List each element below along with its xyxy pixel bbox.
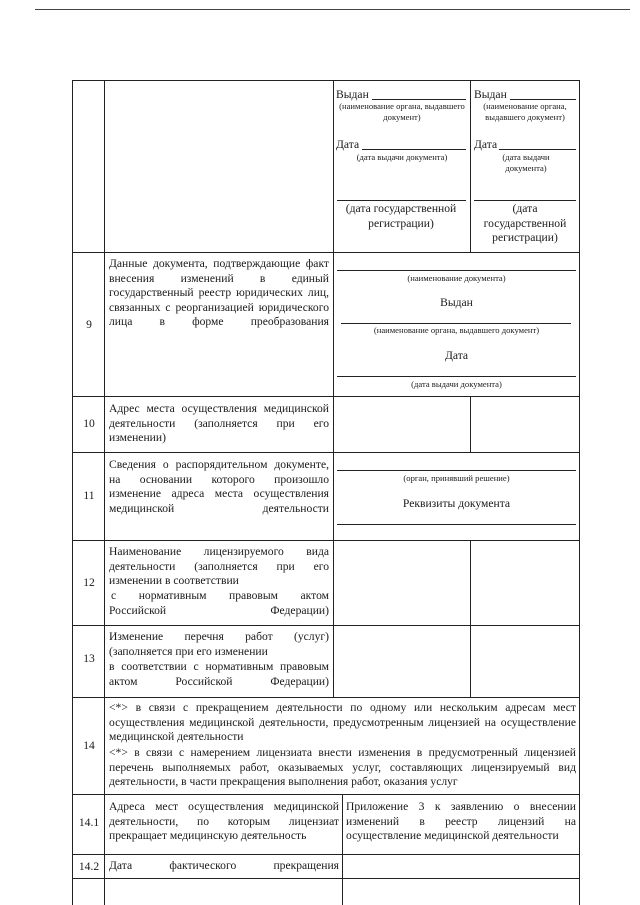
row-number: 14	[83, 739, 95, 752]
row-label: Адреса мест осуществления медицинской деятельности, по которым лицензиат прекращает медицинскую деятельность	[109, 800, 339, 843]
table-num-column-border	[104, 80, 105, 905]
doc-name-caption: (наименование документа)	[407, 273, 506, 283]
row-number: 14.2	[78, 860, 100, 873]
issued-label-right: Выдан	[474, 88, 507, 101]
date-label: Дата	[444, 349, 469, 362]
row-label: Дата фактического прекращения	[109, 859, 339, 872]
row-line-12	[72, 540, 580, 541]
table-left-border	[72, 80, 73, 905]
doc-details-label: Реквизиты документа	[402, 497, 511, 510]
row-paragraph-2: <*> в связи с намерением лицензиата внести изменения в предусмотренный лицензией перечень выполняемых работ, оказываемых услуг, составляющих лицензируемый вид деятельности, в части прекращения выполнения работ, оказания услуг	[109, 746, 576, 789]
row-label-line1: Наименование лицензируемого вида деятельности (заполняется при его изменении в соответствии	[109, 545, 329, 588]
header-rule	[35, 9, 630, 10]
decision-org-line	[337, 470, 576, 471]
issued-org-line	[341, 323, 571, 324]
issued-caption-right: (наименование органа, выдавшего документ)	[483, 101, 567, 122]
table-value-column-border	[333, 80, 334, 697]
row-line-14	[72, 697, 580, 698]
row-label: Адрес места осуществления медицинской деятельности (заполняется при его изменении)	[109, 402, 329, 445]
date-caption: (дата выдачи документа)	[356, 152, 448, 162]
registration-caption: (дата государственной регистрации)	[345, 202, 457, 230]
appendix-note: Приложение 3 к заявлению о внесении изменений в реестр лицензий на осуществление медицинской деятельности	[346, 800, 576, 843]
date-caption-right: (дата выдачи документа)	[502, 152, 550, 173]
issued-blank-line	[372, 99, 466, 100]
row-line-9	[72, 252, 580, 253]
row-label: Сведения о распорядительном документе, на основании которого произошло изменение адреса места осуществления медицинской деятельности	[109, 458, 329, 515]
doc-details-line	[337, 524, 576, 525]
decision-org-caption: (орган, принявший решение)	[403, 473, 510, 483]
date-blank-line-right	[499, 149, 576, 150]
row-number: 9	[86, 318, 92, 331]
issued-org-caption: (наименование органа, выдавшего документ)	[373, 325, 540, 335]
date-blank-line	[362, 149, 466, 150]
row-label-line2: с нормативным правовым актом Российской Федерации)	[109, 589, 329, 617]
row-label-line2: (заполняется при его изменении	[109, 645, 268, 658]
registration-blank-line	[337, 200, 466, 201]
row-label: Данные документа, подтверждающие факт внесения изменений в единый государственный реестр юридических лиц, связанных с реорганизацией юридического лица в форме преобразования	[109, 257, 329, 329]
row12-divider	[470, 540, 471, 625]
table-right-border	[579, 80, 580, 905]
row-paragraph-1: <*> в связи с прекращением деятельности по одному или нескольким адресам мест осуществления медицинской деятельности, предусмотренным лицензией на осуществление медицинской деятельности	[109, 701, 576, 744]
top-row-divider	[470, 80, 471, 252]
issued-blank-line-right	[510, 99, 576, 100]
row-number: 12	[83, 576, 95, 589]
row-number: 13	[83, 652, 95, 665]
row13-divider	[470, 625, 471, 697]
row-line-13	[72, 625, 580, 626]
row-line-14-2	[72, 854, 580, 855]
table-bottom-border	[72, 878, 580, 879]
registration-caption-right: (дата государственной регистрации)	[483, 202, 567, 245]
issue-date-caption: (дата выдачи документа)	[411, 379, 502, 389]
issued-caption: (наименование органа, выдавшего документ)	[339, 101, 465, 122]
row-line-14-1	[72, 794, 580, 795]
row14-1-divider	[342, 794, 343, 905]
table-top-border	[72, 80, 580, 81]
registration-blank-line-right	[474, 200, 576, 201]
date-label-right: Дата	[474, 138, 498, 151]
row-number: 14.1	[78, 816, 100, 829]
row-number: 10	[83, 417, 95, 430]
issued-label: Выдан	[440, 296, 473, 309]
row-label-line1: Изменение перечня работ (услуг)	[109, 630, 329, 643]
issue-date-line	[337, 376, 576, 377]
date-label: Дата	[336, 138, 360, 151]
doc-name-line	[337, 270, 576, 271]
row-number: 11	[83, 489, 95, 502]
row-label-line3: в соответствии с нормативным правовым актом Российской Федерации)	[109, 660, 329, 688]
row10-divider	[470, 396, 471, 452]
row-line-11	[72, 452, 580, 453]
row-line-10	[72, 396, 580, 397]
issued-label: Выдан	[336, 88, 369, 101]
